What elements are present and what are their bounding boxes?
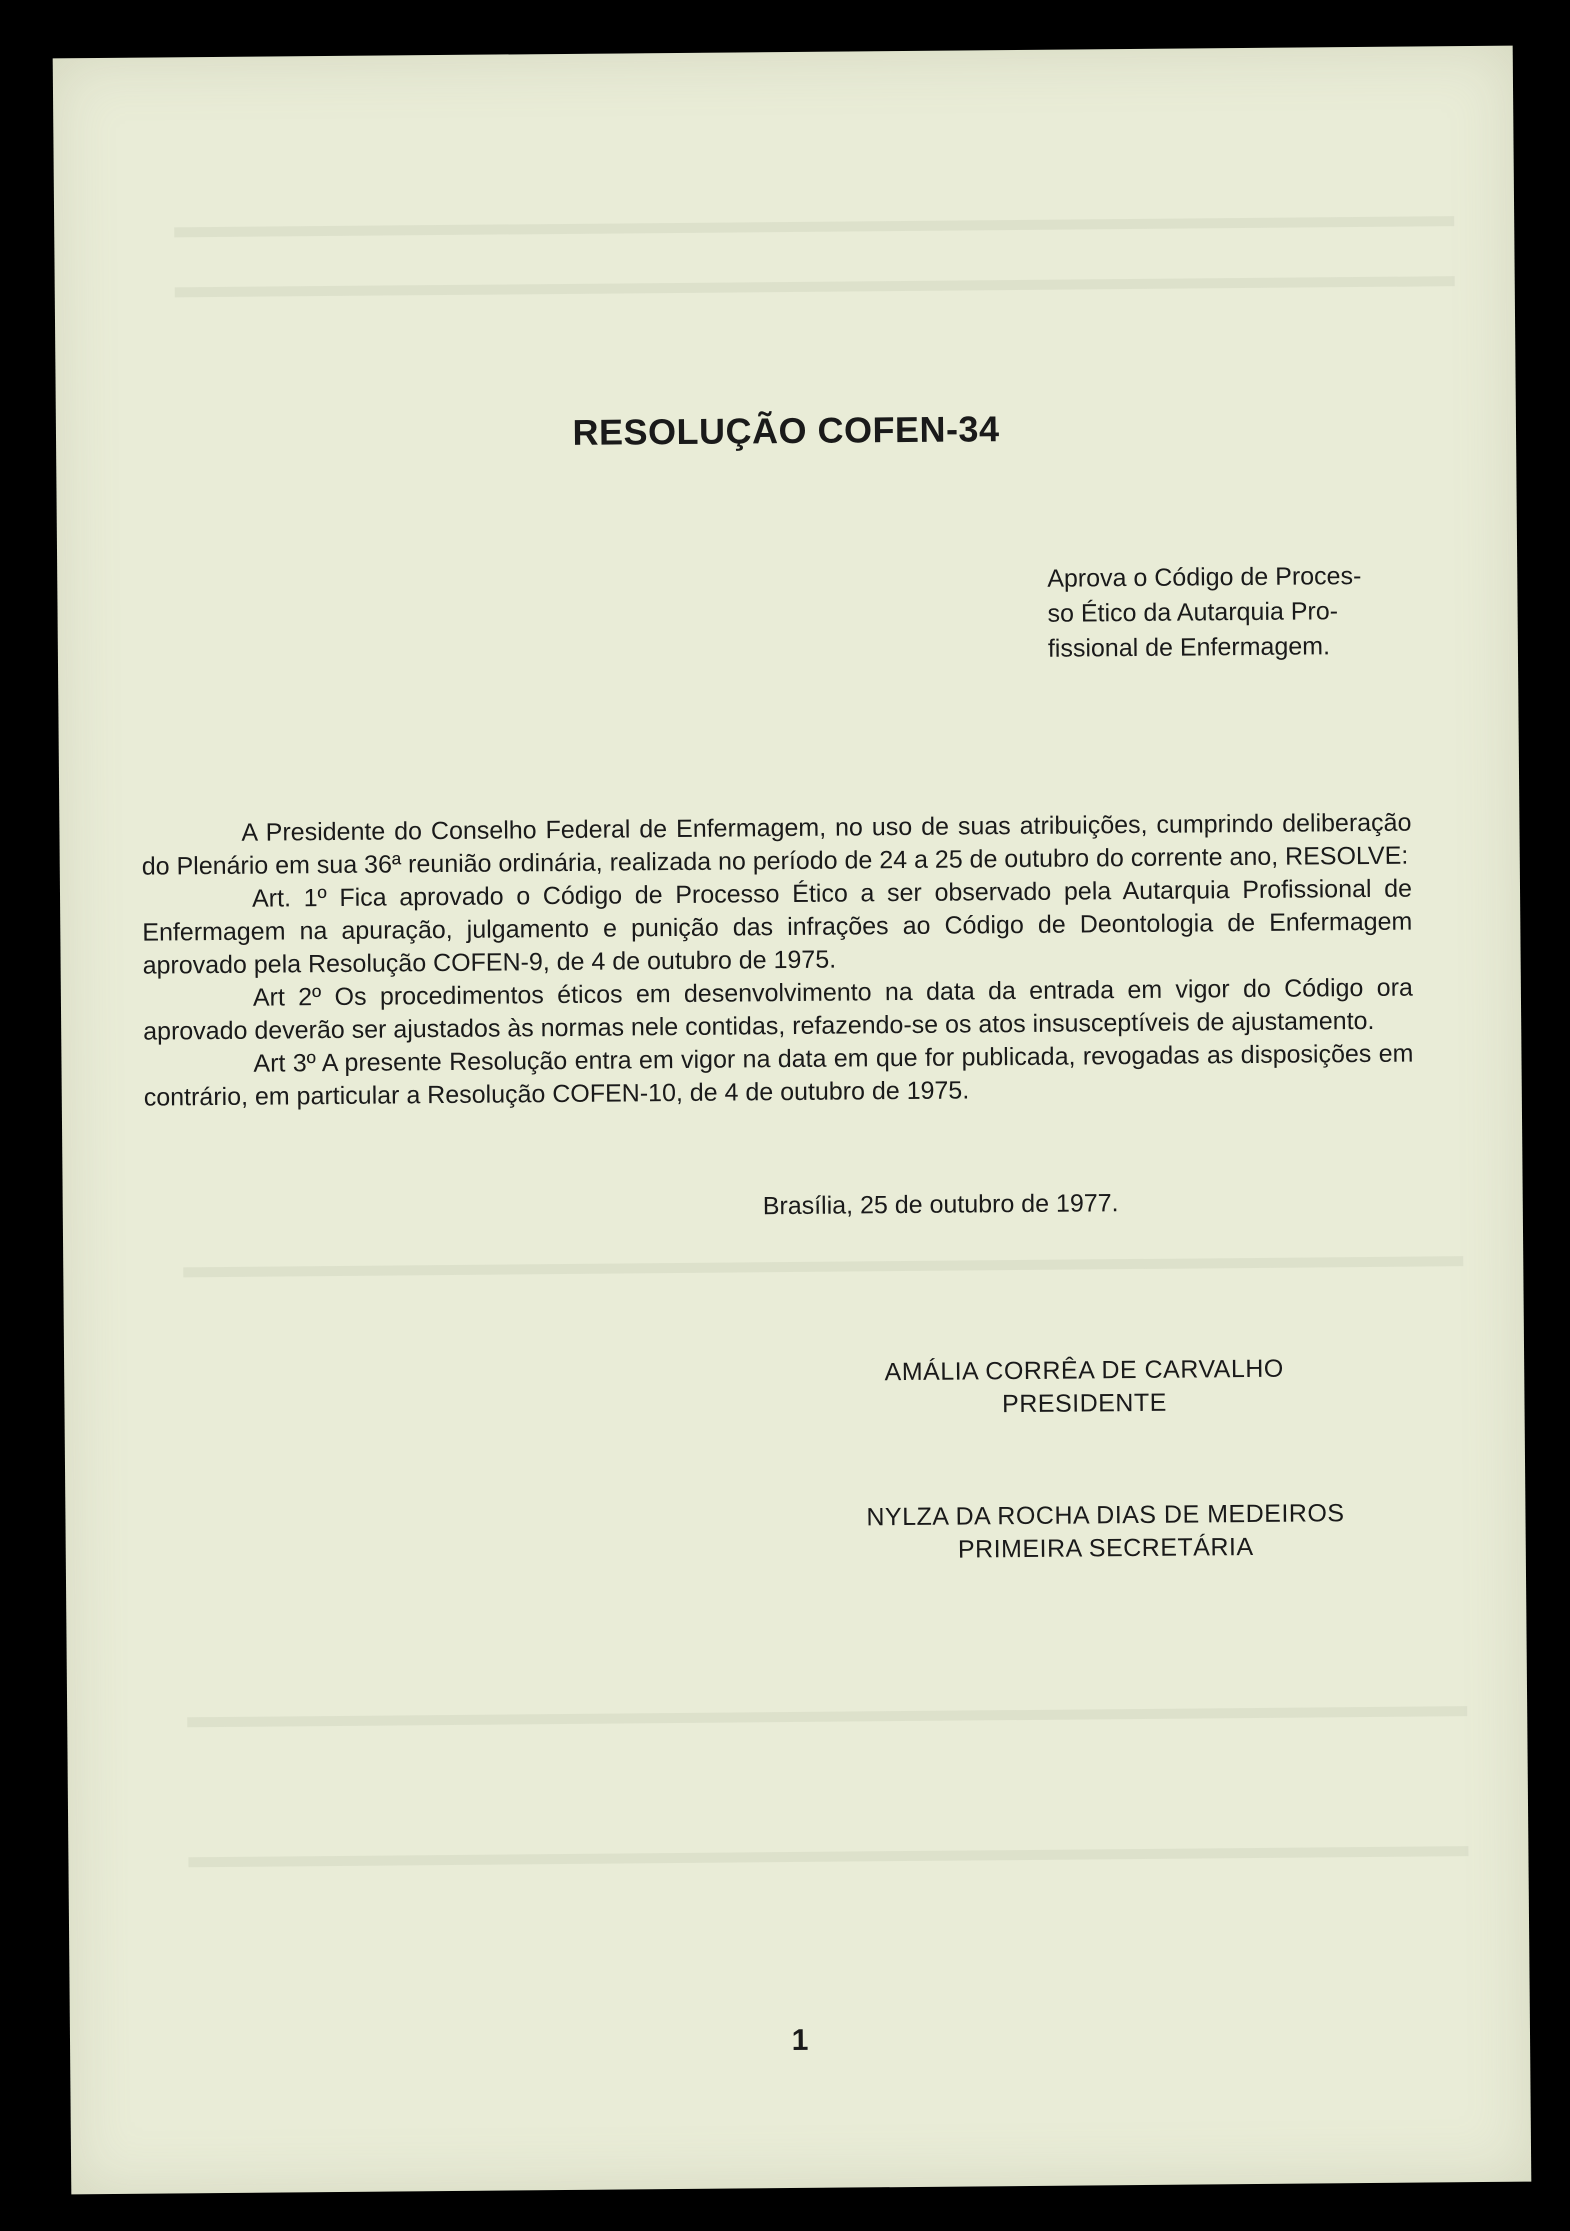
signatory-role: PRIMEIRA SECRETÁRIA: [957, 1532, 1254, 1564]
show-through-text: [174, 216, 1454, 237]
document-page: [53, 46, 1532, 2195]
page-number: 1: [791, 2023, 809, 2058]
signatory-name: NYLZA DA ROCHA DIAS DE MEDEIROS: [866, 1499, 1345, 1532]
document-title: RESOLUÇÃO COFEN-34: [572, 408, 1000, 453]
article-3: Art 3º A presente Resolução entra em vigor na data em que for publicada, revogadas as disposições em contrário, em particular a Resolução COFEN-10, de 4 de outubro de 1975.: [143, 1039, 1414, 1112]
resolution-body: [141, 807, 1414, 1115]
place-and-date: Brasília, 25 de outubro de 1977.: [762, 1189, 1119, 1221]
show-through-text: [175, 276, 1455, 297]
show-through-text: [188, 1846, 1468, 1867]
signatory-role: PRESIDENTE: [1001, 1388, 1167, 1419]
show-through-text: [187, 1706, 1467, 1727]
signature-block-secretary: [835, 1497, 1376, 1568]
article-1: Art. 1º Fica aprovado o Código de Processo Ético a ser observado pela Autarquia Profissional de Enfermagem na apuração, julgamento e punição das infrações ao Código de Deontologia de Enfermagem aprovado pela Resolução COFEN-9, de 4 de outubro de 1975.: [142, 874, 1413, 980]
summary-line: so Ético da Autarquia Pro-: [1047, 597, 1339, 628]
show-through-text: [183, 1256, 1463, 1277]
article-2: Art 2º Os procedimentos éticos em desenvolvimento na data da entrada em vigor do Código ora aprovado deverão ser ajustados às normas nele contidas, refazendo-se os atos insusceptíveis de ajustamento.: [143, 973, 1413, 1046]
signatory-name: AMÁLIA CORRÊA DE CARVALHO: [884, 1354, 1284, 1387]
resolution-summary: [1047, 559, 1408, 667]
signature-block-president: [854, 1352, 1315, 1422]
preamble-paragraph: A Presidente do Conselho Federal de Enfermagem, no uso de suas atribuições, cumprindo deliberação do Plenário em sua 36ª reunião ordinária, realizada no período de 24 a 25 de outubro do corrente ano, RESOLVE:: [141, 808, 1412, 881]
summary-line: Aprova o Código de Proces-: [1047, 562, 1362, 593]
summary-line: fissional de Enfermagem.: [1047, 632, 1331, 663]
